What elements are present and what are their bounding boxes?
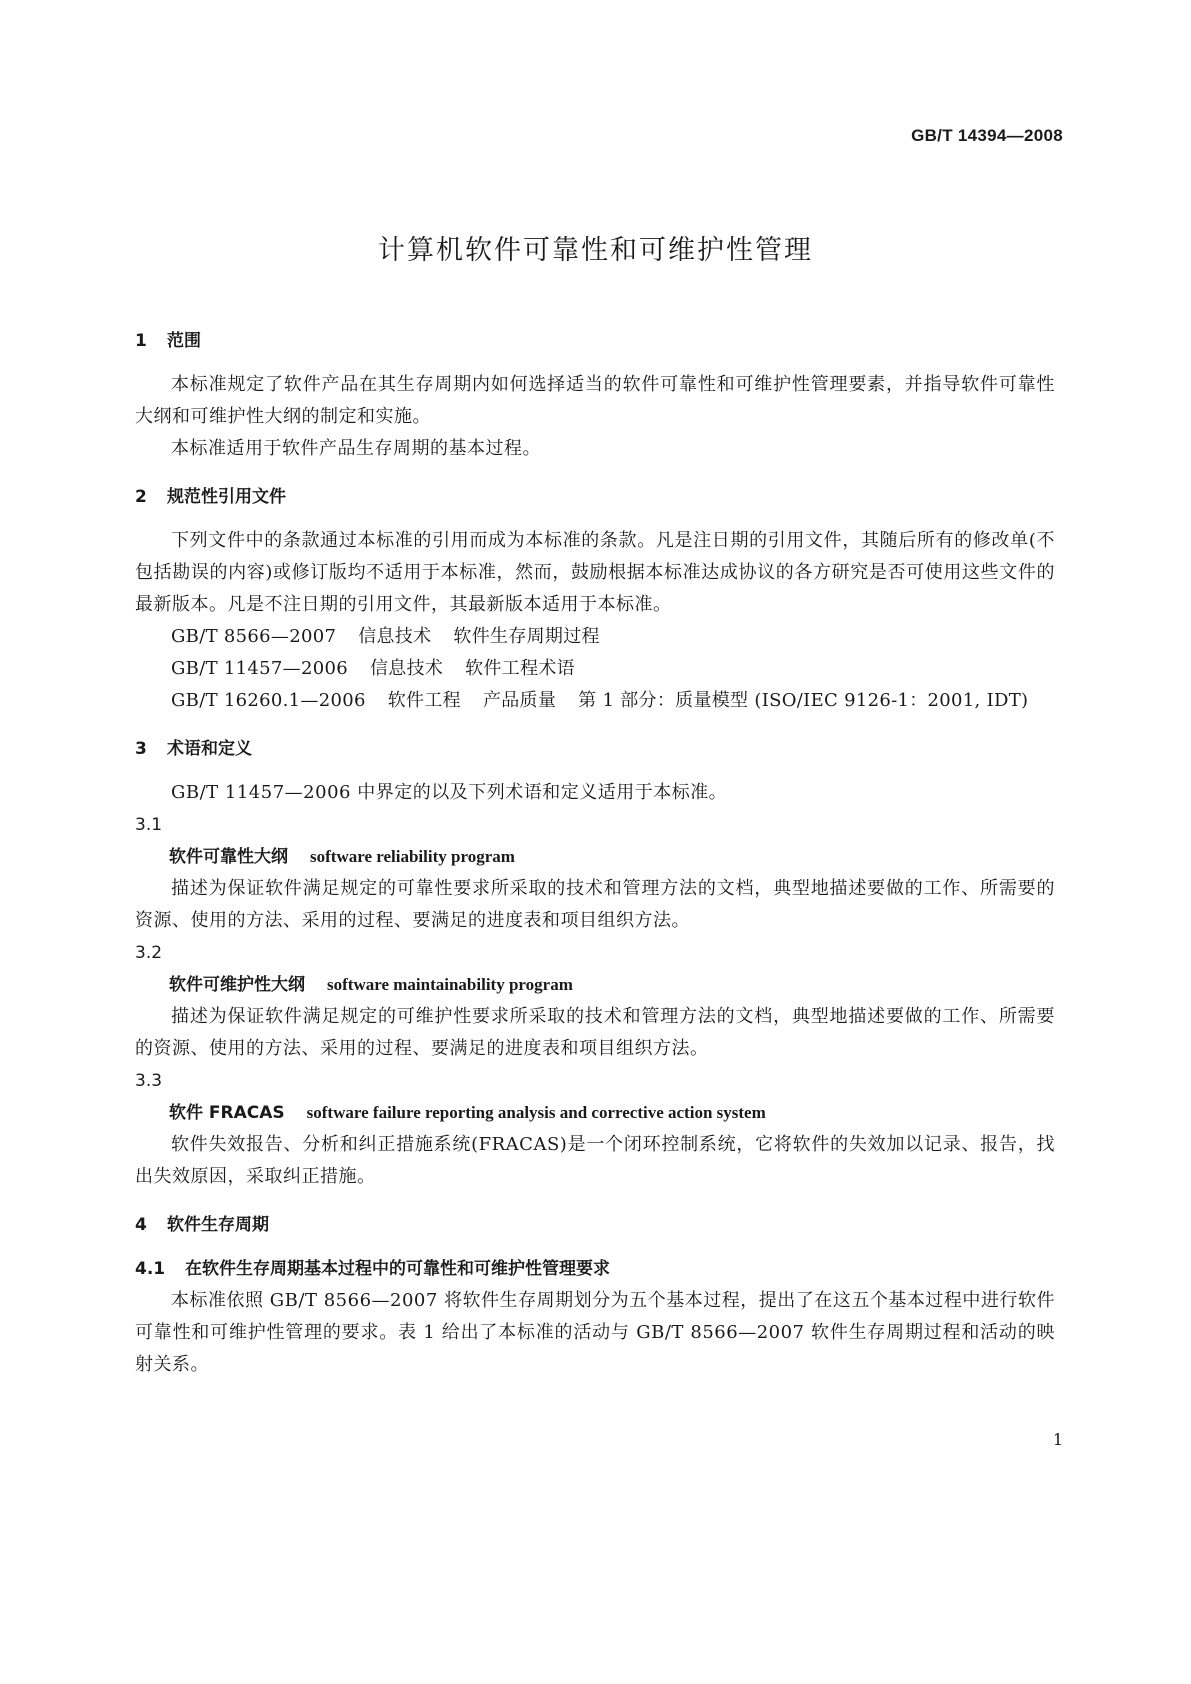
subsection-title: 在软件生存周期基本过程中的可靠性和可维护性管理要求 xyxy=(185,1259,610,1279)
section-number: 4 xyxy=(135,1215,147,1235)
subsection-number: 4.1 xyxy=(135,1259,166,1279)
normative-reference xyxy=(135,621,1055,653)
term-definition: 描述为保证软件满足规定的可靠性要求所采取的技术和管理方法的文档，典型地描述要做的工作、所需要的资源、使用的方法、采用的过程、要满足的进度表和项目组织方法。 xyxy=(135,878,1055,931)
term-title xyxy=(135,841,1055,873)
reference-title-part: 产品质量 xyxy=(482,690,557,711)
standard-number: GB/T 14394—2008 xyxy=(911,126,1063,145)
section-number: 3 xyxy=(135,739,147,759)
reference-title-part: 信息技术 xyxy=(369,658,444,679)
section-title: 术语和定义 xyxy=(167,739,252,759)
reference-title-part: 第 1 部分：质量模型 (ISO/IEC 9126-1：2001, IDT) xyxy=(578,690,1029,711)
document-body xyxy=(135,325,1055,1381)
reference-code: GB/T 16260.1—2006 xyxy=(171,690,366,711)
reference-title-part: 信息技术 xyxy=(358,626,432,647)
document-title: 计算机软件可靠性和可维护性管理 xyxy=(378,235,813,266)
section-title: 范围 xyxy=(167,331,201,351)
section-title: 规范性引用文件 xyxy=(167,487,286,507)
subsection-4-1-heading xyxy=(135,1253,1055,1285)
section-number: 2 xyxy=(135,487,147,507)
section-title: 软件生存周期 xyxy=(167,1215,269,1235)
term-definition: 软件失效报告、分析和纠正措施系统(FRACAS)是一个闭环控制系统，它将软件的失效加以记录、报告，找出失效原因，采取纠正措施。 xyxy=(135,1134,1055,1187)
term-number: 3.1 xyxy=(135,815,163,835)
term-title xyxy=(135,1097,1055,1129)
reference-title-part: 软件工程术语 xyxy=(465,658,575,679)
term-name-cn: 软件可维护性大纲 xyxy=(169,975,305,995)
term-number: 3.2 xyxy=(135,943,163,963)
page-number: 1 xyxy=(1052,1430,1063,1449)
term-number: 3.3 xyxy=(135,1071,163,1091)
reference-title-part: 软件工程 xyxy=(387,690,461,711)
reference-code: GB/T 11457—2006 xyxy=(171,658,348,679)
section-2-heading xyxy=(135,481,1055,513)
reference-title-part: 软件生存周期过程 xyxy=(453,626,600,647)
reference-code: GB/T 8566—2007 xyxy=(171,626,337,647)
section-1-heading xyxy=(135,325,1055,357)
section-4-heading xyxy=(135,1209,1055,1241)
paragraph: GB/T 11457—2006 中界定的以及下列术语和定义适用于本标准。 xyxy=(171,782,728,803)
term-name-en: software reliability program xyxy=(310,847,515,866)
term-name-en: software maintainability program xyxy=(327,975,573,994)
paragraph: 本标准规定了软件产品在其生存周期内如何选择适当的软件可靠性和可维护性管理要素，并指导软件可靠性大纲和可维护性大纲的制定和实施。 xyxy=(135,374,1055,427)
paragraph: 本标准适用于软件产品生存周期的基本过程。 xyxy=(171,438,541,459)
paragraph: 下列文件中的条款通过本标准的引用而成为本标准的条款。凡是注日期的引用文件，其随后所有的修改单(不包括勘误的内容)或修订版均不适用于本标准，然而，鼓励根据本标准达成协议的各方研究是否可使用这些文件的最新版本。凡是不注日期的引用文件，其最新版本适用于本标准。 xyxy=(135,530,1055,615)
section-number: 1 xyxy=(135,331,147,351)
normative-reference xyxy=(135,685,1055,717)
term-name-en: software failure reporting analysis and corrective action system xyxy=(306,1103,766,1122)
term-definition: 描述为保证软件满足规定的可维护性要求所采取的技术和管理方法的文档，典型地描述要做的工作、所需要的资源、使用的方法、采用的过程、要满足的进度表和项目组织方法。 xyxy=(135,1006,1055,1059)
normative-reference xyxy=(135,653,1055,685)
term-title xyxy=(135,969,1055,1001)
section-3-heading xyxy=(135,733,1055,765)
term-name-cn: 软件 FRACAS xyxy=(169,1103,285,1123)
term-name-cn: 软件可靠性大纲 xyxy=(169,847,288,867)
paragraph: 本标准依照 GB/T 8566—2007 将软件生存周期划分为五个基本过程，提出了在这五个基本过程中进行软件可靠性和可维护性管理的要求。表 1 给出了本标准的活动与 GB/T 8566—2007 软件生存周期过程和活动的映射关系。 xyxy=(135,1290,1055,1375)
